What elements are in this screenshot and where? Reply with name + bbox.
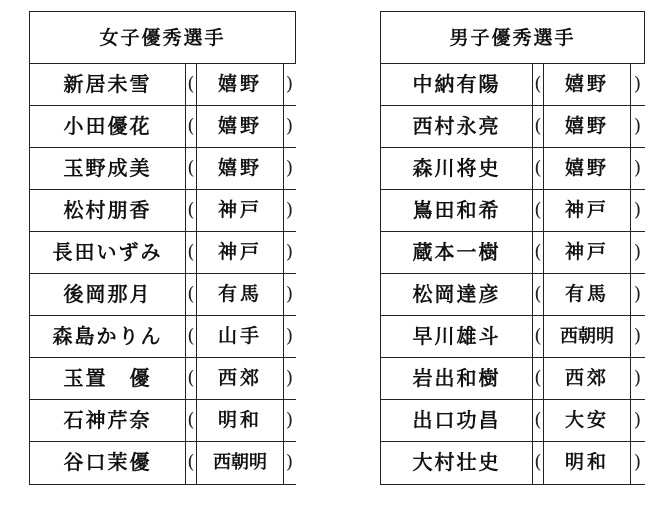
- player-school: 嬉野: [543, 148, 631, 189]
- open-paren: (: [187, 367, 195, 389]
- player-name: 早川雄斗: [381, 316, 533, 357]
- open-paren: (: [534, 241, 542, 263]
- player-school: 西朝明: [543, 316, 631, 357]
- open-paren: (: [187, 325, 195, 347]
- player-name: 玉置 優: [30, 358, 186, 399]
- player-name: 岩出和樹: [381, 358, 533, 399]
- player-name: 西村永亮: [381, 106, 533, 147]
- boys-player-row: [381, 106, 645, 148]
- girls-player-row: [30, 358, 296, 400]
- boys-player-row: [381, 358, 645, 400]
- player-school: 神戸: [196, 232, 284, 273]
- open-paren: (: [187, 115, 195, 137]
- open-paren: (: [187, 409, 195, 431]
- player-school: 神戸: [196, 190, 284, 231]
- close-paren: ): [285, 115, 294, 137]
- girls-player-row: [30, 190, 296, 232]
- close-paren: ): [285, 409, 294, 431]
- player-school: 西朝明: [196, 442, 284, 484]
- player-name: 出口功昌: [381, 400, 533, 441]
- open-paren: (: [534, 409, 542, 431]
- open-paren: (: [534, 157, 542, 179]
- player-name: 松村朋香: [30, 190, 186, 231]
- player-name: 小田優花: [30, 106, 186, 147]
- player-school: 嬉野: [196, 106, 284, 147]
- player-school: 明和: [543, 442, 631, 484]
- close-paren: ): [633, 367, 642, 389]
- close-paren: ): [285, 367, 294, 389]
- open-paren: (: [187, 451, 195, 473]
- player-school: 有馬: [543, 274, 631, 315]
- close-paren: ): [285, 157, 294, 179]
- girls-player-row: [30, 232, 296, 274]
- girls-player-row: [30, 442, 296, 484]
- player-school: 明和: [196, 400, 284, 441]
- player-school: 神戸: [543, 232, 631, 273]
- close-paren: ): [633, 115, 642, 137]
- player-name: 谷口茉優: [30, 442, 186, 484]
- player-name: 蔵本一樹: [381, 232, 533, 273]
- boys-player-row: [381, 148, 645, 190]
- boys-table-title: 男子優秀選手: [381, 12, 645, 64]
- player-school: 西郊: [543, 358, 631, 399]
- open-paren: (: [534, 73, 542, 95]
- close-paren: ): [285, 451, 294, 473]
- close-paren: ): [633, 73, 642, 95]
- open-paren: (: [187, 199, 195, 221]
- player-school: 山手: [196, 316, 284, 357]
- player-school: 大安: [543, 400, 631, 441]
- player-name: 中納有陽: [381, 64, 533, 105]
- close-paren: ): [633, 241, 642, 263]
- girls-player-row: [30, 148, 296, 190]
- girls-player-row: [30, 64, 296, 106]
- boys-player-row: [381, 274, 645, 316]
- player-name: 大村壮史: [381, 442, 533, 484]
- player-name: 後岡那月: [30, 274, 186, 315]
- player-name: 松岡達彦: [381, 274, 533, 315]
- player-name: 長田いずみ: [30, 232, 186, 273]
- open-paren: (: [187, 283, 195, 305]
- open-paren: (: [534, 325, 542, 347]
- player-name: 森川将史: [381, 148, 533, 189]
- open-paren: (: [534, 115, 542, 137]
- boys-rows: [381, 64, 645, 484]
- boys-player-row: [381, 232, 645, 274]
- player-school: 嬉野: [196, 64, 284, 105]
- open-paren: (: [534, 367, 542, 389]
- player-school: 神戸: [543, 190, 631, 231]
- close-paren: ): [285, 283, 294, 305]
- player-school: 西郊: [196, 358, 284, 399]
- close-paren: ): [633, 325, 642, 347]
- player-school: 嬉野: [543, 64, 631, 105]
- close-paren: ): [633, 157, 642, 179]
- player-name: 新居未雪: [30, 64, 186, 105]
- open-paren: (: [534, 451, 542, 473]
- girls-rows: [30, 64, 296, 484]
- girls-player-row: [30, 274, 296, 316]
- girls-player-row: [30, 400, 296, 442]
- girls-player-row: [30, 106, 296, 148]
- player-school: 嬉野: [196, 148, 284, 189]
- boys-player-row: [381, 190, 645, 232]
- open-paren: (: [534, 199, 542, 221]
- close-paren: ): [285, 199, 294, 221]
- player-school: 有馬: [196, 274, 284, 315]
- open-paren: (: [187, 73, 195, 95]
- player-school: 嬉野: [543, 106, 631, 147]
- girls-player-row: [30, 316, 296, 358]
- boys-player-row: [381, 64, 645, 106]
- boys-player-row: [381, 400, 645, 442]
- open-paren: (: [187, 241, 195, 263]
- open-paren: (: [187, 157, 195, 179]
- player-name: 玉野成美: [30, 148, 186, 189]
- close-paren: ): [633, 283, 642, 305]
- close-paren: ): [285, 325, 294, 347]
- close-paren: ): [285, 73, 294, 95]
- player-name: 石神芹奈: [30, 400, 186, 441]
- close-paren: ): [633, 451, 642, 473]
- girls-table-title: 女子優秀選手: [30, 12, 296, 64]
- player-name: 森島かりん: [30, 316, 186, 357]
- boys-player-row: [381, 442, 645, 484]
- close-paren: ): [633, 409, 642, 431]
- close-paren: ): [285, 241, 294, 263]
- boys-player-row: [381, 316, 645, 358]
- close-paren: ): [633, 199, 642, 221]
- open-paren: (: [534, 283, 542, 305]
- boys-award-table: [380, 11, 645, 485]
- player-name: 嶌田和希: [381, 190, 533, 231]
- girls-award-table: [29, 11, 296, 485]
